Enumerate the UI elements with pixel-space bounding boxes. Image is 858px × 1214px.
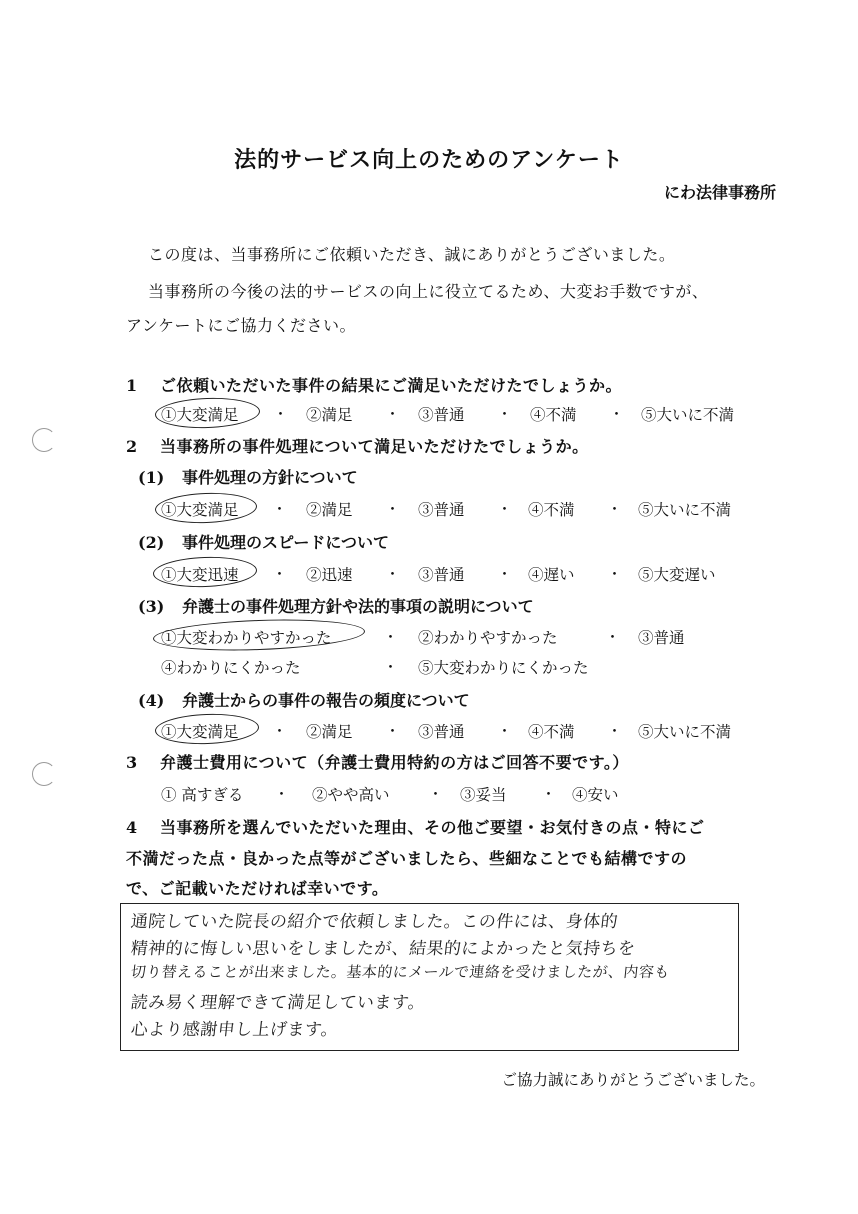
separator: ・ (273, 405, 289, 423)
sub-number: (1) (138, 468, 165, 487)
q2-1-option-3[interactable]: ③普通 (418, 501, 465, 519)
q2-3-option-3[interactable]: ③普通 (638, 629, 685, 647)
separator: ・ (385, 722, 401, 740)
q3-option-4[interactable]: ④安い (572, 786, 619, 804)
separator: ・ (385, 565, 401, 583)
q2-sub-3 (138, 594, 534, 617)
separator: ・ (607, 565, 623, 583)
question-number: 1 (126, 376, 138, 395)
q2-3-option-1[interactable]: ①大変わかりやすかった (161, 629, 332, 647)
separator: ・ (272, 722, 288, 740)
separator: ・ (274, 785, 290, 803)
question-3 (126, 750, 629, 773)
sub-text: 弁護士の事件処理方針や法的事項の説明について (182, 597, 534, 616)
question-1 (126, 373, 622, 396)
q3-option-3[interactable]: ③妥当 (460, 786, 507, 804)
q2-1-option-5[interactable]: ⑤大いに不満 (638, 501, 732, 519)
q1-option-4[interactable]: ④不満 (530, 406, 577, 424)
question-4 (126, 815, 705, 838)
sub-number: (2) (138, 533, 165, 552)
q2-4-option-4[interactable]: ④不満 (528, 723, 575, 741)
q1-option-2[interactable]: ②満足 (306, 406, 353, 424)
question-number: 2 (126, 437, 138, 456)
sub-text: 事件処理の方針について (182, 468, 358, 487)
firm-name: にわ法律事務所 (663, 183, 776, 202)
q2-1-option-1[interactable]: ①大変満足 (161, 501, 239, 519)
sub-number: (4) (138, 691, 165, 710)
question-text: 弁護士費用について（弁護士費用特約の方はご回答不要です。） (160, 753, 629, 772)
q2-2-option-4[interactable]: ④遅い (528, 566, 575, 584)
q2-3-option-5[interactable]: ⑤大変わかりにくかった (418, 659, 589, 677)
question-text-line-1: 当事務所を選んでいただいた理由、その他ご要望・お気付きの点・特にご (160, 818, 705, 837)
q1-option-5[interactable]: ⑤大いに不満 (641, 406, 735, 424)
q2-sub-4 (138, 688, 470, 711)
q2-2-option-2[interactable]: ②迅速 (306, 566, 353, 584)
q2-sub-2 (138, 530, 389, 553)
intro-line-1: この度は、当事務所にご依頼いただき、誠にありがとうございました。 (148, 245, 676, 264)
separator: ・ (383, 658, 399, 676)
separator: ・ (428, 785, 444, 803)
q2-1-option-4[interactable]: ④不満 (528, 501, 575, 519)
q2-2-option-3[interactable]: ③普通 (418, 566, 465, 584)
separator: ・ (383, 628, 399, 646)
q2-4-option-5[interactable]: ⑤大いに不満 (638, 723, 732, 741)
page-title: 法的サービス向上のためのアンケート (234, 147, 624, 173)
separator: ・ (385, 405, 401, 423)
handwritten-line-3: 切り替えることが出来ました。基本的にメールで連絡を受けましたが、内容も (130, 963, 671, 981)
question-number: 4 (126, 818, 138, 837)
q2-4-option-3[interactable]: ③普通 (418, 723, 465, 741)
closing-thanks: ご協力誠にありがとうございました。 (501, 1071, 765, 1089)
question-4-line-3: で、ご記載いただければ幸いです。 (126, 879, 389, 898)
separator: ・ (607, 722, 623, 740)
q2-3-option-2[interactable]: ②わかりやすかった (418, 629, 558, 647)
separator: ・ (497, 565, 513, 583)
separator: ・ (541, 785, 557, 803)
free-answer-box[interactable] (120, 903, 739, 1051)
question-text: 当事務所の事件処理について満足いただけたでしょうか。 (160, 437, 589, 456)
question-number: 3 (126, 753, 138, 772)
separator: ・ (385, 500, 401, 518)
separator: ・ (272, 500, 288, 518)
question-2 (126, 434, 589, 457)
q1-option-3[interactable]: ③普通 (418, 406, 465, 424)
intro-line-2: 当事務所の今後の法的サービスの向上に役立てるため、大変お手数ですが、 (148, 282, 709, 301)
separator: ・ (497, 500, 513, 518)
question-4-line-2: 不満だった点・良かった点等がございましたら、些細なことでも結構ですの (126, 849, 688, 868)
punch-hole (32, 762, 56, 786)
sub-text: 事件処理のスピードについて (182, 533, 390, 552)
separator: ・ (497, 722, 513, 740)
question-text: ご依頼いただいた事件の結果にご満足いただけたでしょうか。 (160, 376, 623, 395)
q1-option-1[interactable]: ①大変満足 (161, 406, 239, 424)
intro-line-3: アンケートにご協力ください。 (126, 316, 357, 335)
sub-text: 弁護士からの事件の報告の頻度について (182, 691, 470, 710)
sub-number: (3) (138, 597, 165, 616)
separator: ・ (609, 405, 625, 423)
q2-1-option-2[interactable]: ②満足 (306, 501, 353, 519)
handwritten-line-1: 通院していた院長の紹介で依頼しました。この件には、身体的 (129, 912, 619, 932)
punch-hole (32, 428, 56, 452)
q2-4-option-1[interactable]: ①大変満足 (161, 723, 239, 741)
q2-sub-1 (138, 465, 358, 488)
q2-2-option-1[interactable]: ①大変迅速 (161, 566, 239, 584)
q3-option-1[interactable]: ① 高すぎる (161, 786, 244, 804)
separator: ・ (607, 500, 623, 518)
q2-3-option-4[interactable]: ④わかりにくかった (161, 659, 301, 677)
separator: ・ (497, 405, 513, 423)
q2-2-option-5[interactable]: ⑤大変遅い (638, 566, 716, 584)
handwritten-line-2: 精神的に悔しい思いをしましたが、結果的によかったと気持ちを (129, 939, 637, 959)
separator: ・ (605, 628, 621, 646)
q3-option-2[interactable]: ②やや高い (312, 786, 390, 804)
handwritten-line-4: 読み易く理解できて満足しています。 (129, 993, 427, 1013)
handwritten-line-5: 心より感謝申し上げます。 (129, 1020, 340, 1040)
q2-4-option-2[interactable]: ②満足 (306, 723, 353, 741)
separator: ・ (272, 565, 288, 583)
